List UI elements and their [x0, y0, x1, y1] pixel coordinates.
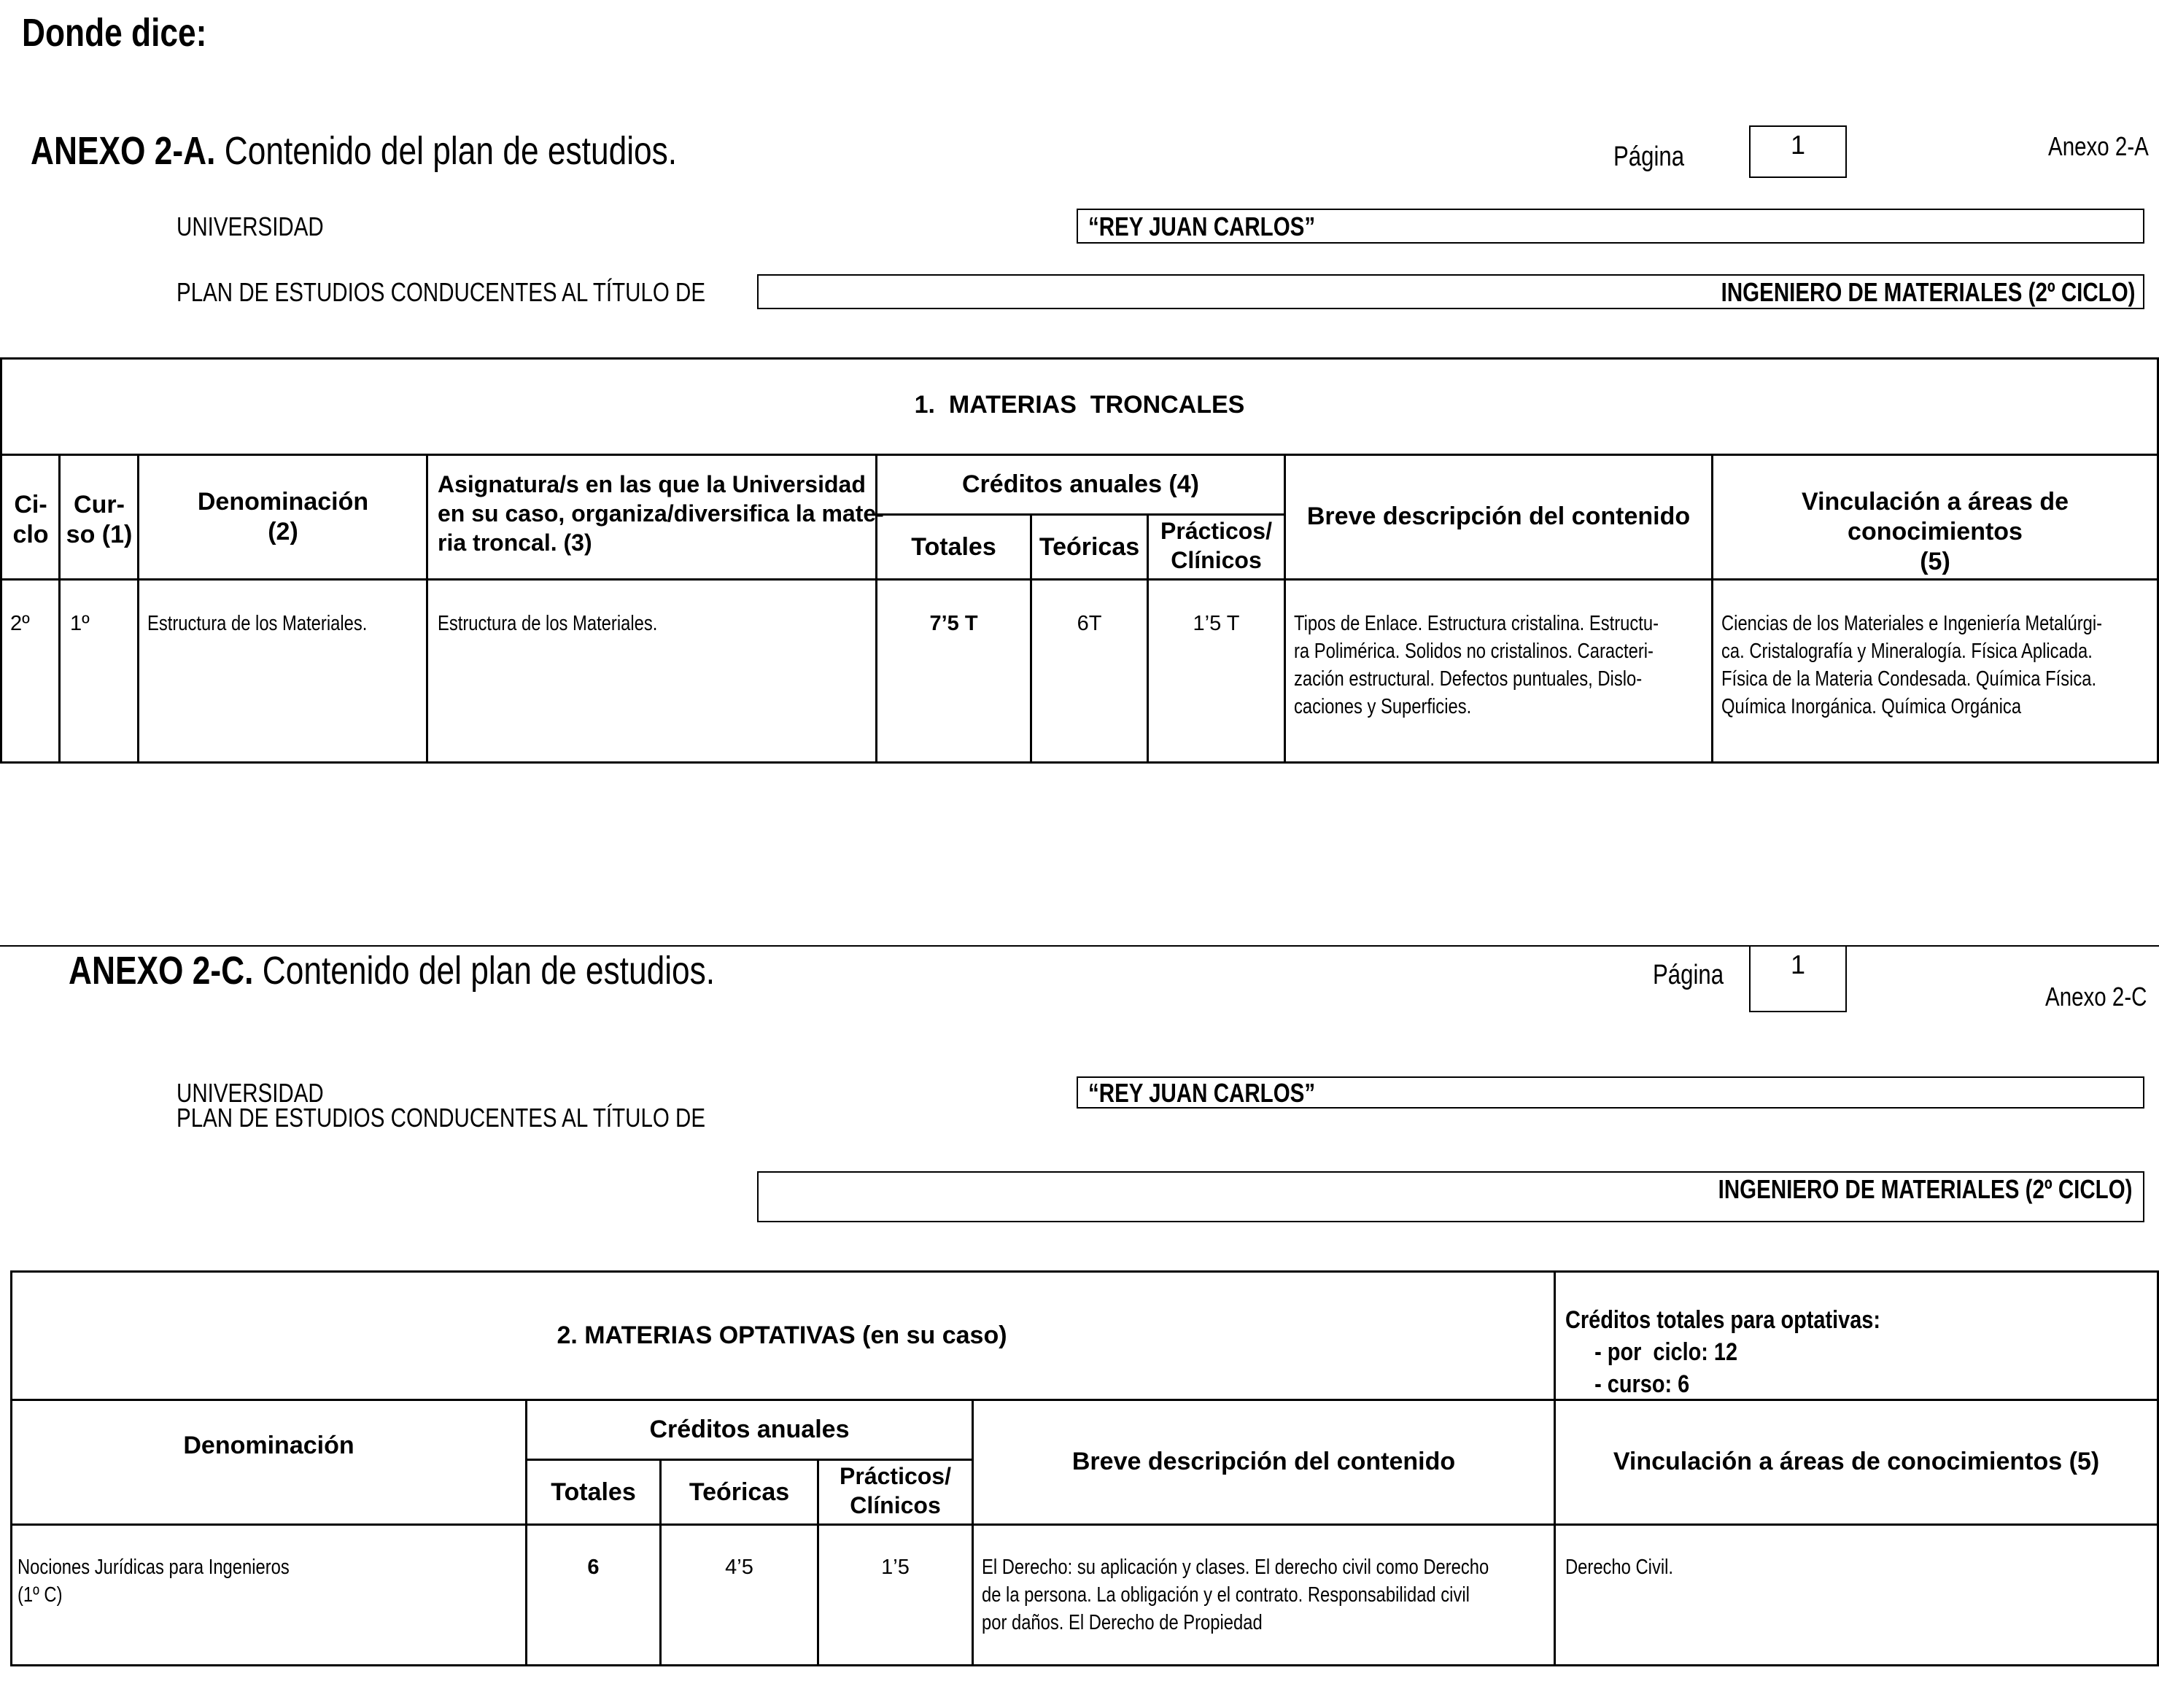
annex-c-title-bold: ANEXO 2-C.	[69, 949, 254, 993]
opt-header-vinculacion: Vinculación a áreas de conocimientos (5)	[1613, 1448, 2100, 1475]
annex-c-university-label: UNIVERSIDAD	[177, 1078, 324, 1108]
annex-a-title	[31, 128, 677, 174]
troncales-section-title: 1. MATERIAS TRONCALES	[914, 391, 1245, 419]
optativas-section-title: 2. MATERIAS OPTATIVAS (en su caso)	[557, 1321, 1007, 1349]
annex-c-title	[69, 948, 715, 993]
annex-a-page-label: Página	[1613, 141, 1685, 172]
opt-header-denominacion: Denominación	[183, 1432, 354, 1459]
opt-row-vinculacion: Derecho Civil.	[1565, 1556, 1674, 1579]
opt-row-descripcion: El Derecho: su aplicación y clases. El derecho civil como Derecho de la persona. La obligación y el contrato. Responsabilidad civil por daños. El Derecho de Propiedad	[982, 1556, 1489, 1634]
opt-header-totales: Totales	[551, 1478, 636, 1506]
row-curso: 1º	[70, 612, 90, 635]
header-ciclo: Ci- clo	[12, 491, 49, 548]
annex-c-university-value: “REY JUAN CARLOS”	[1088, 1078, 1316, 1108]
annex-a-plan-value: INGENIERO DE MATERIALES (2º CICLO)	[1721, 277, 2136, 307]
annex-c-page-box	[1749, 945, 1847, 1012]
row-vinculacion: Ciencias de los Materiales e Ingeniería Metalúrgi- ca. Cristalografía y Mineralogía. Física Aplicada. Física de la Materia Condesada. Química Física. Química Inorgánica. Química Orgánica	[1721, 612, 2103, 718]
page-heading: Donde dice:	[22, 11, 207, 55]
opt-header-creditos: Créditos anuales	[649, 1416, 850, 1443]
header-practicos: Prácticos/ Clínicos	[1160, 518, 1272, 573]
row-teoricas: 6T	[1077, 612, 1102, 635]
annex-c-plan-box	[757, 1171, 2144, 1222]
opt-row-teoricas: 4’5	[725, 1556, 753, 1579]
annex-a-page-box	[1749, 125, 1847, 178]
header-asignatura: Asignatura/s en las que la Universidad en su caso, organiza/diversifica la mate- ria troncal. (3)	[438, 471, 884, 556]
header-teoricas: Teóricas	[1039, 533, 1140, 561]
header-curso: Cur- so (1)	[66, 491, 133, 548]
opt-row-practicos: 1’5	[881, 1556, 910, 1579]
opt-row-totales: 6	[587, 1556, 600, 1579]
annex-a-title-rest: Contenido del plan de estudios.	[215, 129, 678, 173]
header-denominacion: Denominación (2)	[197, 488, 369, 546]
header-totales: Totales	[911, 533, 996, 561]
opt-header-teoricas: Teóricas	[689, 1478, 790, 1506]
opt-row-denominacion: Nociones Jurídicas para Ingenieros (1º C)	[18, 1556, 290, 1607]
annex-a-plan-label: PLAN DE ESTUDIOS CONDUCENTES AL TÍTULO DE	[177, 277, 706, 307]
row-denominacion: Estructura de los Materiales.	[147, 612, 368, 635]
row-totales: 7’5 T	[929, 612, 978, 635]
annex-a-title-bold: ANEXO 2-A.	[31, 129, 216, 173]
annex-a-page-number: 1	[1790, 130, 1806, 160]
header-descripcion: Breve descripción del contenido	[1306, 502, 1691, 530]
annex-a-university-box	[1077, 209, 2144, 244]
annex-c-plan-label: PLAN DE ESTUDIOS CONDUCENTES AL TÍTULO DE	[177, 1103, 706, 1133]
opt-header-descripcion: Breve descripción del contenido	[1071, 1448, 1456, 1475]
annex-c-plan-value: INGENIERO DE MATERIALES (2º CICLO)	[1718, 1174, 2133, 1204]
row-ciclo: 2º	[10, 612, 30, 635]
header-vinculacion: Vinculación a áreas de conocimientos (5)	[1802, 488, 2069, 575]
header-creditos: Créditos anuales (4)	[962, 470, 1199, 498]
annex-c-page-number: 1	[1790, 950, 1806, 979]
annex-c-university-box	[1077, 1076, 2144, 1109]
row-asignatura: Estructura de los Materiales.	[438, 612, 658, 635]
annex-a-university-value: “REY JUAN CARLOS”	[1088, 211, 1316, 241]
row-practicos: 1’5 T	[1193, 612, 1240, 635]
annex-c-title-rest: Contenido del plan de estudios.	[253, 949, 716, 993]
row-descripcion: Tipos de Enlace. Estructura cristalina. Estructu- ra Polimérica. Solidos no cristalinos. Caracteri- zación estructural. Defectos puntuales, Dislo- caciones y Superficies.	[1294, 612, 1659, 718]
opt-header-practicos: Prácticos/ Clínicos	[840, 1463, 951, 1518]
annex-a-label: Anexo 2-A	[2048, 131, 2149, 161]
annex-c-label: Anexo 2-C	[2045, 982, 2147, 1012]
optativas-credits-info: Créditos totales para optativas: - por ciclo: 12 - curso: 6	[1565, 1306, 1881, 1398]
annex-a-plan-box	[757, 274, 2144, 309]
annex-a-university-label: UNIVERSIDAD	[177, 211, 324, 241]
annex-c-page-label: Página	[1653, 960, 1724, 990]
